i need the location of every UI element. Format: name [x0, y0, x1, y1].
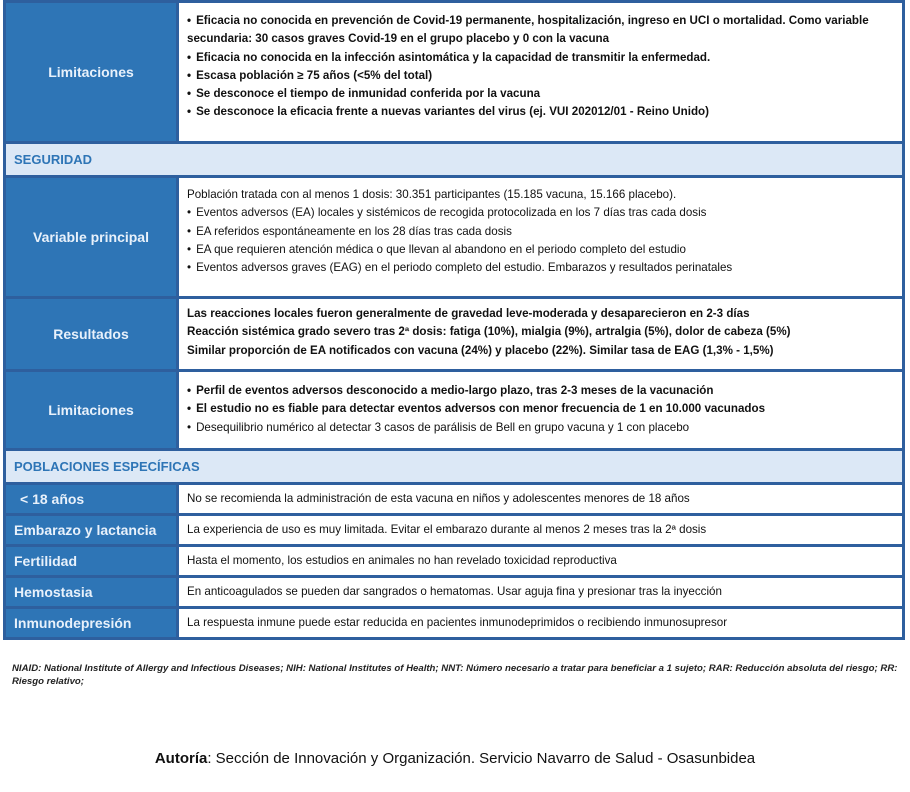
- list-item: • Eficacia no conocida en la infección asintomática y la capacidad de transmitir la enfermedad.: [187, 49, 894, 67]
- row-label: Embarazo y lactancia: [6, 516, 176, 544]
- row-label: Inmunodepresión: [6, 609, 176, 637]
- section-header-seguridad: SEGURIDAD: [6, 141, 902, 175]
- row-content: La respuesta inmune puede estar reducida en pacientes inmunodeprimidos o recibiendo inmunosupresor: [179, 609, 902, 637]
- result-line: Reacción sistémica grado severo tras 2ª dosis: fatiga (10%), mialgia (9%), artralgia (5%), dolor de cabeza (5%): [187, 325, 791, 339]
- authorship-key: Autoría: [154, 750, 208, 767]
- variable-principal-row: [6, 175, 902, 296]
- eficacia-limitaciones-row: [6, 0, 902, 141]
- row-content: [179, 299, 902, 369]
- seguridad-limitaciones-row: [6, 369, 902, 448]
- result-line: Las reacciones locales fueron generalmente de gravedad leve-moderada y desaparecieron en 2-3 días: [187, 307, 750, 320]
- list-item: • Eventos adversos (EA) locales y sistémicos de recogida protocolizada en los 7 días tras cada dosis: [187, 204, 894, 222]
- poblacion-row: [6, 482, 902, 513]
- row-content: La experiencia de uso es muy limitada. Evitar el embarazo durante al menos 2 meses tras la 2ª dosis: [179, 516, 902, 544]
- row-label: < 18 años: [6, 485, 176, 513]
- list-item: • EA que requieren atención médica o que llevan al abandono en el periodo completo del estudio: [187, 241, 894, 259]
- row-label: Variable principal: [6, 178, 176, 296]
- intro-text: Población tratada con al menos 1 dosis: 30.351 participantes (15.185 vacuna, 15.166 placebo).: [187, 188, 677, 201]
- row-label: Fertilidad: [6, 547, 176, 575]
- resultados-row: [6, 296, 902, 369]
- row-content: En anticoagulados se pueden dar sangrados o hematomas. Usar aguja fina y presionar tras la inyección: [179, 578, 902, 606]
- poblacion-row: [6, 513, 902, 544]
- summary-table: [3, 0, 905, 640]
- list-item: • Desequilibrio numérico al detectar 3 casos de parálisis de Bell en grupo vacuna y 1 con placebo: [187, 419, 894, 437]
- list-item: • Escasa población ≥ 75 años (<5% del total): [187, 67, 894, 85]
- row-label: Limitaciones: [6, 3, 176, 141]
- row-label: Hemostasia: [6, 578, 176, 606]
- row-content: [179, 3, 902, 141]
- row-label: Resultados: [6, 299, 176, 369]
- abbreviations-footnote: NIAID: National Institute of Allergy and Infectious Diseases; NIH: National Institutes of Health; NNT: Número necesario a tratar para beneficiar a 1 sujeto; RAR: Reducción absoluta del riesgo; RR: Riesgo relativo;: [12, 663, 898, 687]
- row-label: Limitaciones: [6, 372, 176, 448]
- list-item: • EA referidos espontáneamente en los 28 días tras cada dosis: [187, 223, 894, 241]
- list-item: • Eficacia no conocida en prevención de Covid-19 permanente, hospitalización, ingreso en UCI o mortalidad. Como variable secundaria: 30 casos graves Covid-19 en el grupo placebo y 0 con la vacuna: [187, 12, 894, 49]
- authorship-value: : Sección de Innovación y Organización. Servicio Navarro de Salud - Osasunbidea: [207, 750, 756, 767]
- result-line: Similar proporción de EA notificados con vacuna (24%) y placebo (22%). Similar tasa de EAG (1,3% - 1,5%): [187, 343, 774, 357]
- poblacion-row: [6, 575, 902, 606]
- row-content: [179, 178, 902, 296]
- list-item: • Se desconoce la eficacia frente a nuevas variantes del virus (ej. VUI 202012/01 - Reino Unido): [187, 103, 894, 121]
- list-item: • El estudio no es fiable para detectar eventos adversos con menor frecuencia de 1 en 10.000 vacunados: [187, 400, 894, 418]
- authorship-line: [0, 750, 910, 767]
- row-content: [179, 372, 902, 448]
- row-content: No se recomienda la administración de esta vacuna en niños y adolescentes menores de 18 años: [179, 485, 902, 513]
- list-item: • Perfil de eventos adversos desconocido a medio-largo plazo, tras 2-3 meses de la vacunación: [187, 382, 894, 400]
- row-content: Hasta el momento, los estudios en animales no han revelado toxicidad reproductiva: [179, 547, 902, 575]
- list-item: • Eventos adversos graves (EAG) en el periodo completo del estudio. Embarazos y resultados perinatales: [187, 259, 894, 277]
- poblacion-row: [6, 544, 902, 575]
- poblacion-row: [6, 606, 902, 637]
- section-header-poblaciones: POBLACIONES ESPECÍFICAS: [6, 448, 902, 482]
- list-item: • Se desconoce el tiempo de inmunidad conferida por la vacuna: [187, 85, 894, 103]
